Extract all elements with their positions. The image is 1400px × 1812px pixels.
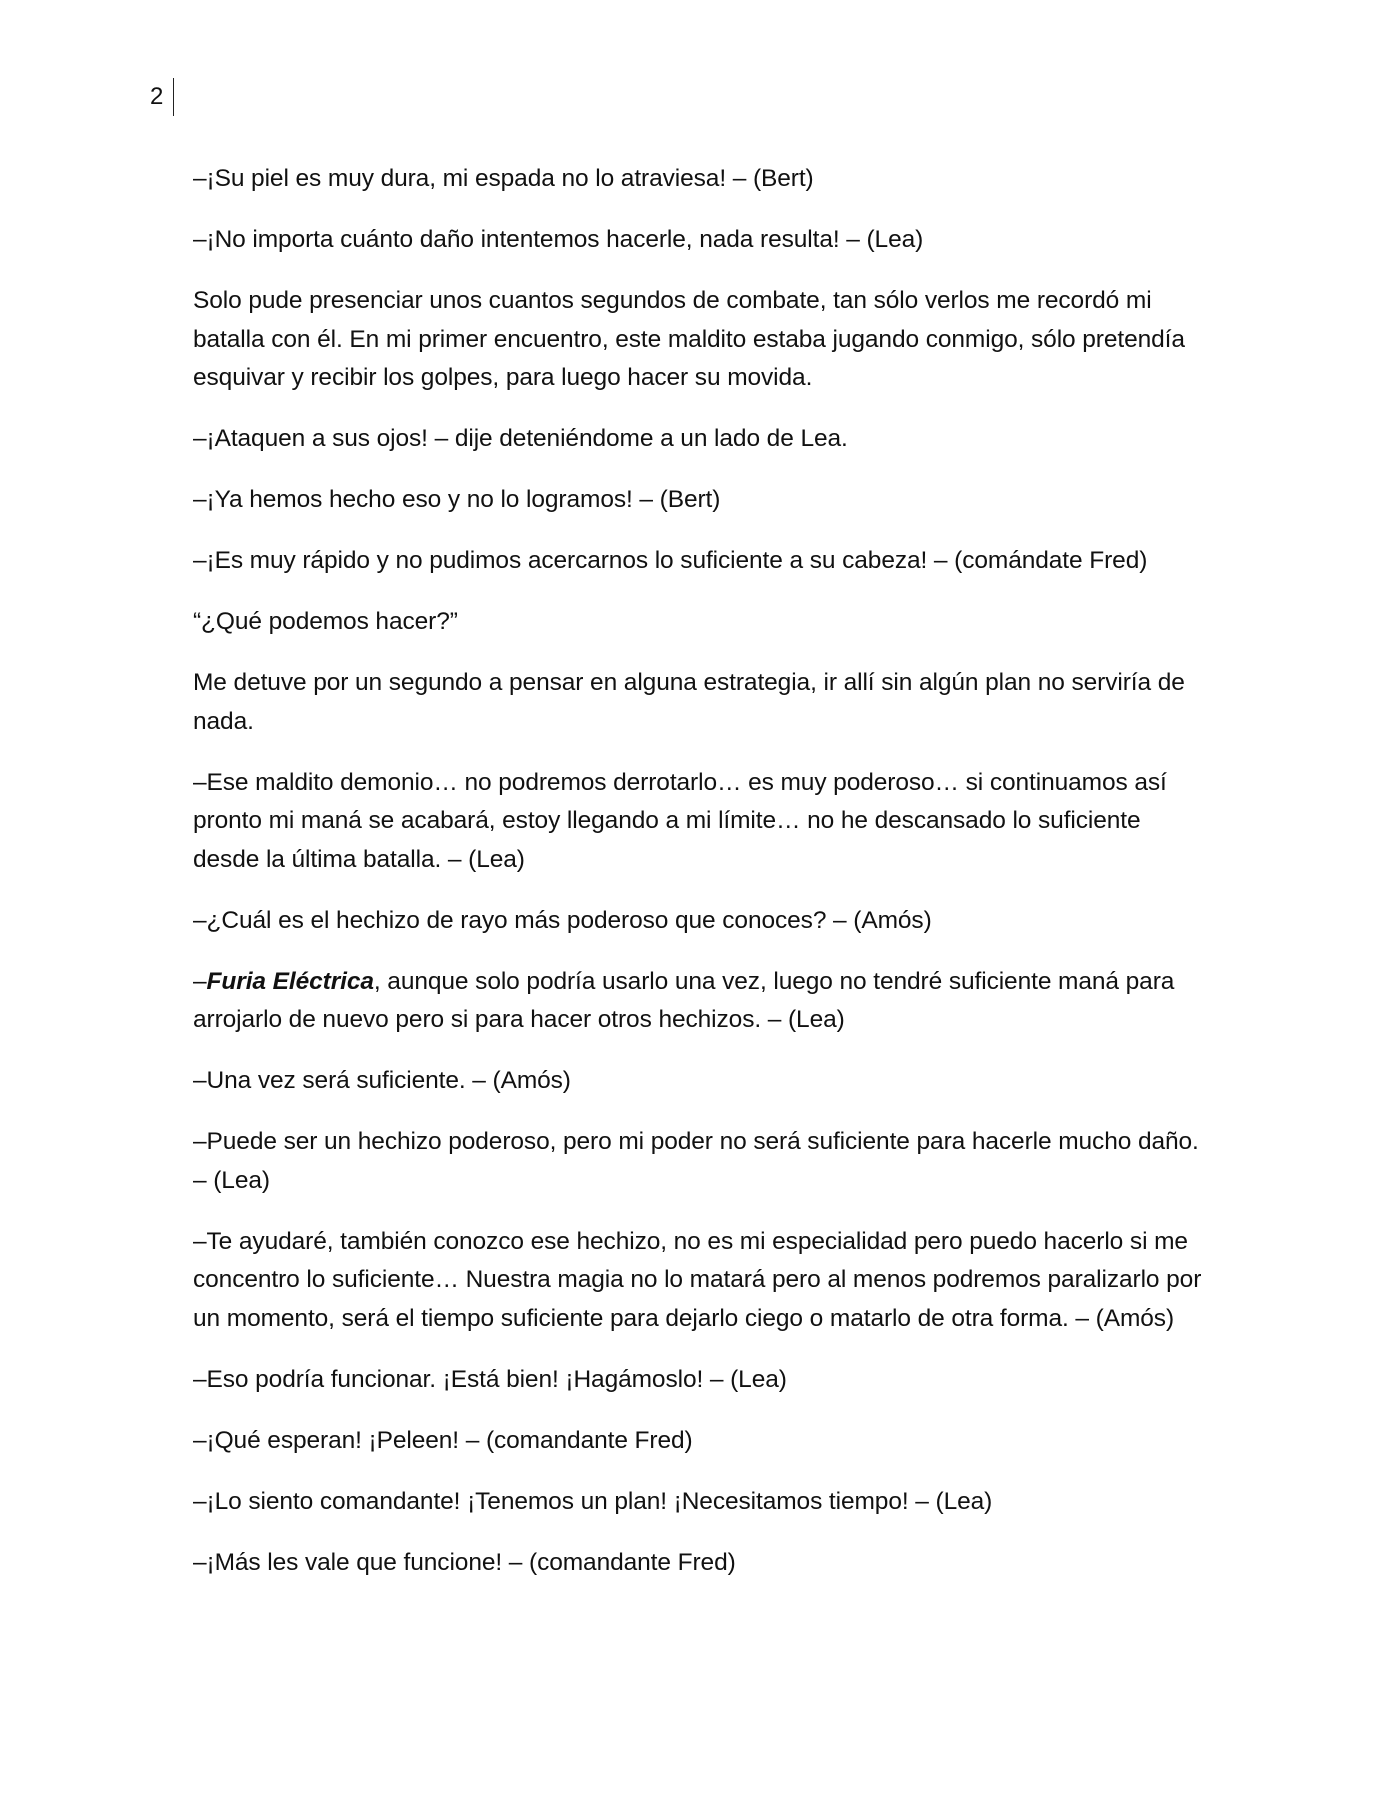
- paragraph: Me detuve por un segundo a pensar en alguna estrategia, ir allí sin algún plan no serviría de nada.: [193, 669, 1185, 735]
- dialogue-dash: –: [193, 967, 207, 995]
- paragraph: –¡No importa cuánto daño intentemos hacerle, nada resulta! – (Lea): [193, 226, 924, 253]
- paragraph: –Eso podría funcionar. ¡Está bien! ¡Hagámoslo! – (Lea): [193, 1365, 787, 1393]
- page-number: 2: [150, 78, 174, 116]
- paragraph: –Puede ser un hechizo poderoso, pero mi poder no será suficiente para hacerle mucho daño. – (Lea): [193, 1128, 1199, 1194]
- paragraph: –Te ayudaré, también conozco ese hechizo, no es mi especialidad pero puedo hacerlo si me concentro lo suficiente… Nuestra magia no lo matará pero al menos podremos paralizarlo por un momento, será el tiempo suficiente para dejarlo ciego o matarlo de otra forma. – (Amós): [193, 1227, 1202, 1332]
- paragraph: –¿Cuál es el hechizo de rayo más poderoso que conoces? – (Amós): [193, 906, 932, 934]
- document-body: [193, 160, 1213, 1605]
- paragraph: –¡Lo siento comandante! ¡Tenemos un plan! ¡Necesitamos tiempo! – (Lea): [193, 1487, 993, 1515]
- paragraph: –Una vez será suficiente. – (Amós): [193, 1067, 571, 1094]
- spell-paragraph-text: , aunque solo podría usarlo una vez, luego no tendré suficiente maná para arrojarlo de nuevo pero si para hacer otros hechizos. – (Lea): [193, 967, 1175, 1033]
- page-header: [150, 78, 174, 116]
- paragraph: –¡Qué esperan! ¡Peleen! – (comandante Fred): [193, 1426, 693, 1454]
- paragraph: Solo pude presenciar unos cuantos segundos de combate, tan sólo verlos me recordó mi batalla con él. En mi primer encuentro, este maldito estaba jugando conmigo, sólo pretendía esquivar y recibir los golpes, para luego hacer su movida.: [193, 287, 1185, 391]
- paragraph: –¡Ataquen a sus ojos! – dije deteniéndome a un lado de Lea.: [193, 425, 848, 452]
- paragraph: –Ese maldito demonio… no podremos derrotarlo… es muy poderoso… si continuamos así pronto mi maná se acabará, estoy llegando a mi límite… no he descansado lo suficiente desde la última batalla. – (Lea): [193, 768, 1167, 873]
- paragraph: “¿Qué podemos hacer?”: [193, 608, 458, 635]
- spell-name: Furia Eléctrica: [206, 967, 374, 995]
- paragraph: –¡Su piel es muy dura, mi espada no lo atraviesa! – (Bert): [193, 165, 814, 192]
- spell-paragraph: [193, 963, 1213, 1040]
- paragraph: –¡Más les vale que funcione! – (comandante Fred): [193, 1548, 736, 1576]
- paragraph: –¡Es muy rápido y no pudimos acercarnos lo suficiente a su cabeza! – (comándate Fred): [193, 547, 1148, 574]
- paragraph: –¡Ya hemos hecho eso y no lo logramos! – (Bert): [193, 486, 721, 513]
